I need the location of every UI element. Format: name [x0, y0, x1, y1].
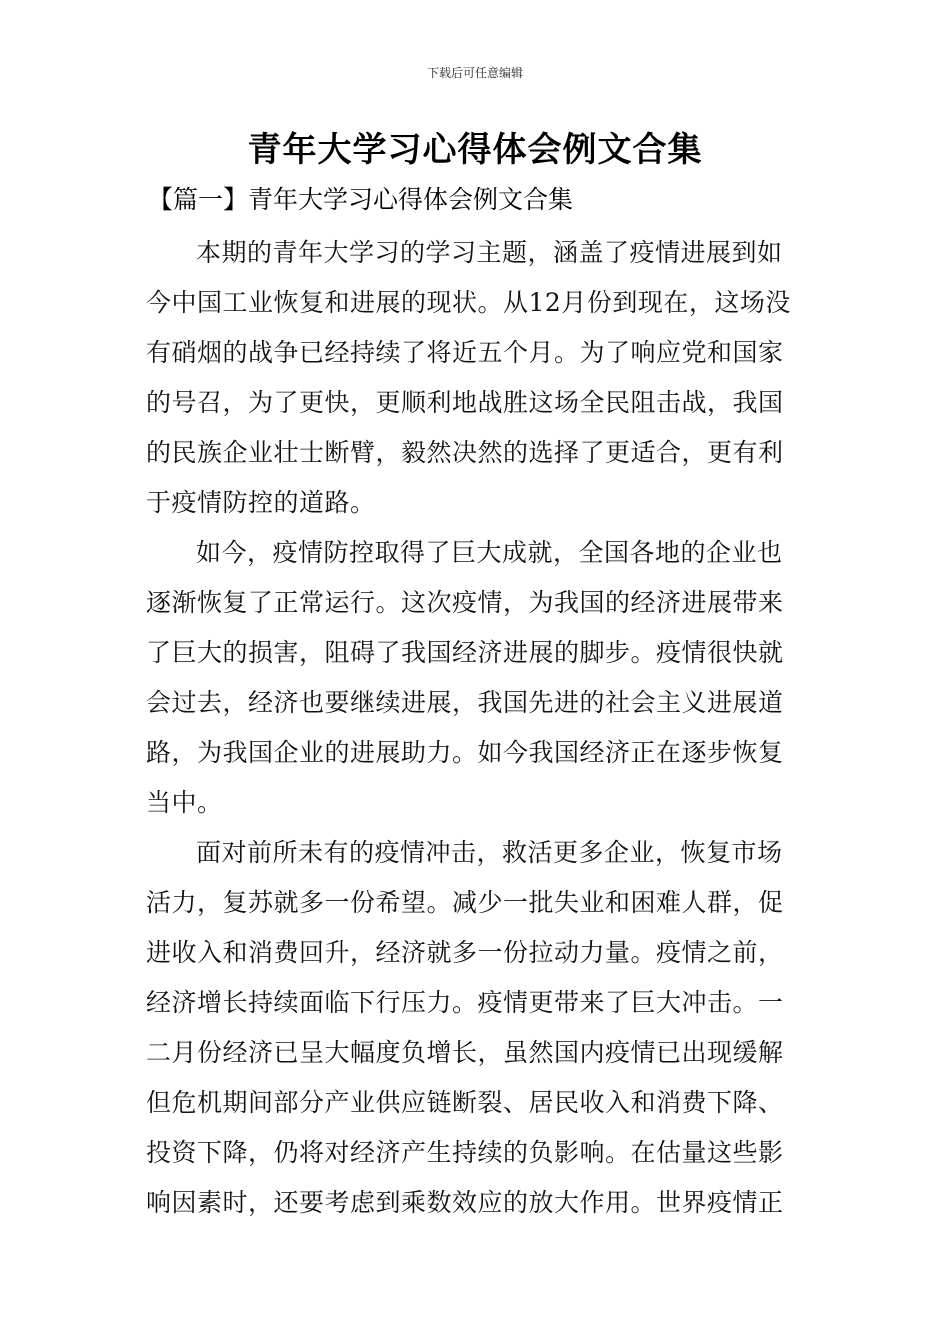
- text-line: 的号召，为了更快，更顺利地战胜这场全民阻击战，我国: [146, 388, 784, 417]
- text-line: 路，为我国企业的进展助力。如今我国经济正在逐步恢复: [146, 738, 784, 767]
- text-line: 会过去，经济也要继续进展，我国先进的社会主义进展道: [146, 688, 784, 717]
- text-line: 今中国工业恢复和进展的现状。从12月份到现在，这场没: [146, 288, 791, 317]
- document-body: [146, 228, 806, 1228]
- text-line: 如今，疫情防控取得了巨大成就，全国各地的企业也: [196, 538, 783, 567]
- text-line: 活力，复苏就多一份希望。减少一批失业和困难人群，促: [146, 888, 784, 917]
- section-heading: 【篇一】青年大学习心得体会例文合集: [148, 185, 574, 214]
- paragraph-3: [146, 828, 806, 1228]
- text-line: 面对前所未有的疫情冲击，救活更多企业，恢复市场: [196, 838, 783, 867]
- text-line: 于疫情防控的道路。: [146, 488, 376, 517]
- text-line: 的民族企业壮士断臂，毅然决然的选择了更适合，更有利: [146, 438, 784, 467]
- text-line: 本期的青年大学习的学习主题，涵盖了疫情进展到如: [196, 238, 783, 267]
- text-line: 进收入和消费回升，经济就多一份拉动力量。疫情之前，: [146, 938, 784, 967]
- page-header-note: 下载后可任意编辑: [426, 66, 523, 80]
- text-line: 了巨大的损害，阻碍了我国经济进展的脚步。疫情很快就: [146, 638, 784, 667]
- paragraph-2: [146, 528, 806, 828]
- text-line: 投资下降，仍将对经济产生持续的负影响。在估量这些影: [146, 1138, 784, 1167]
- document-title: 青年大学习心得体会例文合集: [247, 130, 703, 170]
- paragraph-1: [146, 228, 806, 528]
- text-line: 逐渐恢复了正常运行。这次疫情，为我国的经济进展带来: [146, 588, 784, 617]
- text-line: 二月份经济已呈大幅度负增长，虽然国内疫情已出现缓解: [146, 1038, 784, 1067]
- text-line: 有硝烟的战争已经持续了将近五个月。为了响应党和国家: [146, 338, 784, 367]
- text-line: 响因素时，还要考虑到乘数效应的放大作用。世界疫情正: [146, 1188, 784, 1217]
- text-line: 但危机期间部分产业供应链断裂、居民收入和消费下降、: [146, 1088, 784, 1117]
- text-line: 经济增长持续面临下行压力。疫情更带来了巨大冲击。一: [146, 988, 784, 1017]
- text-line: 当中。: [146, 788, 223, 817]
